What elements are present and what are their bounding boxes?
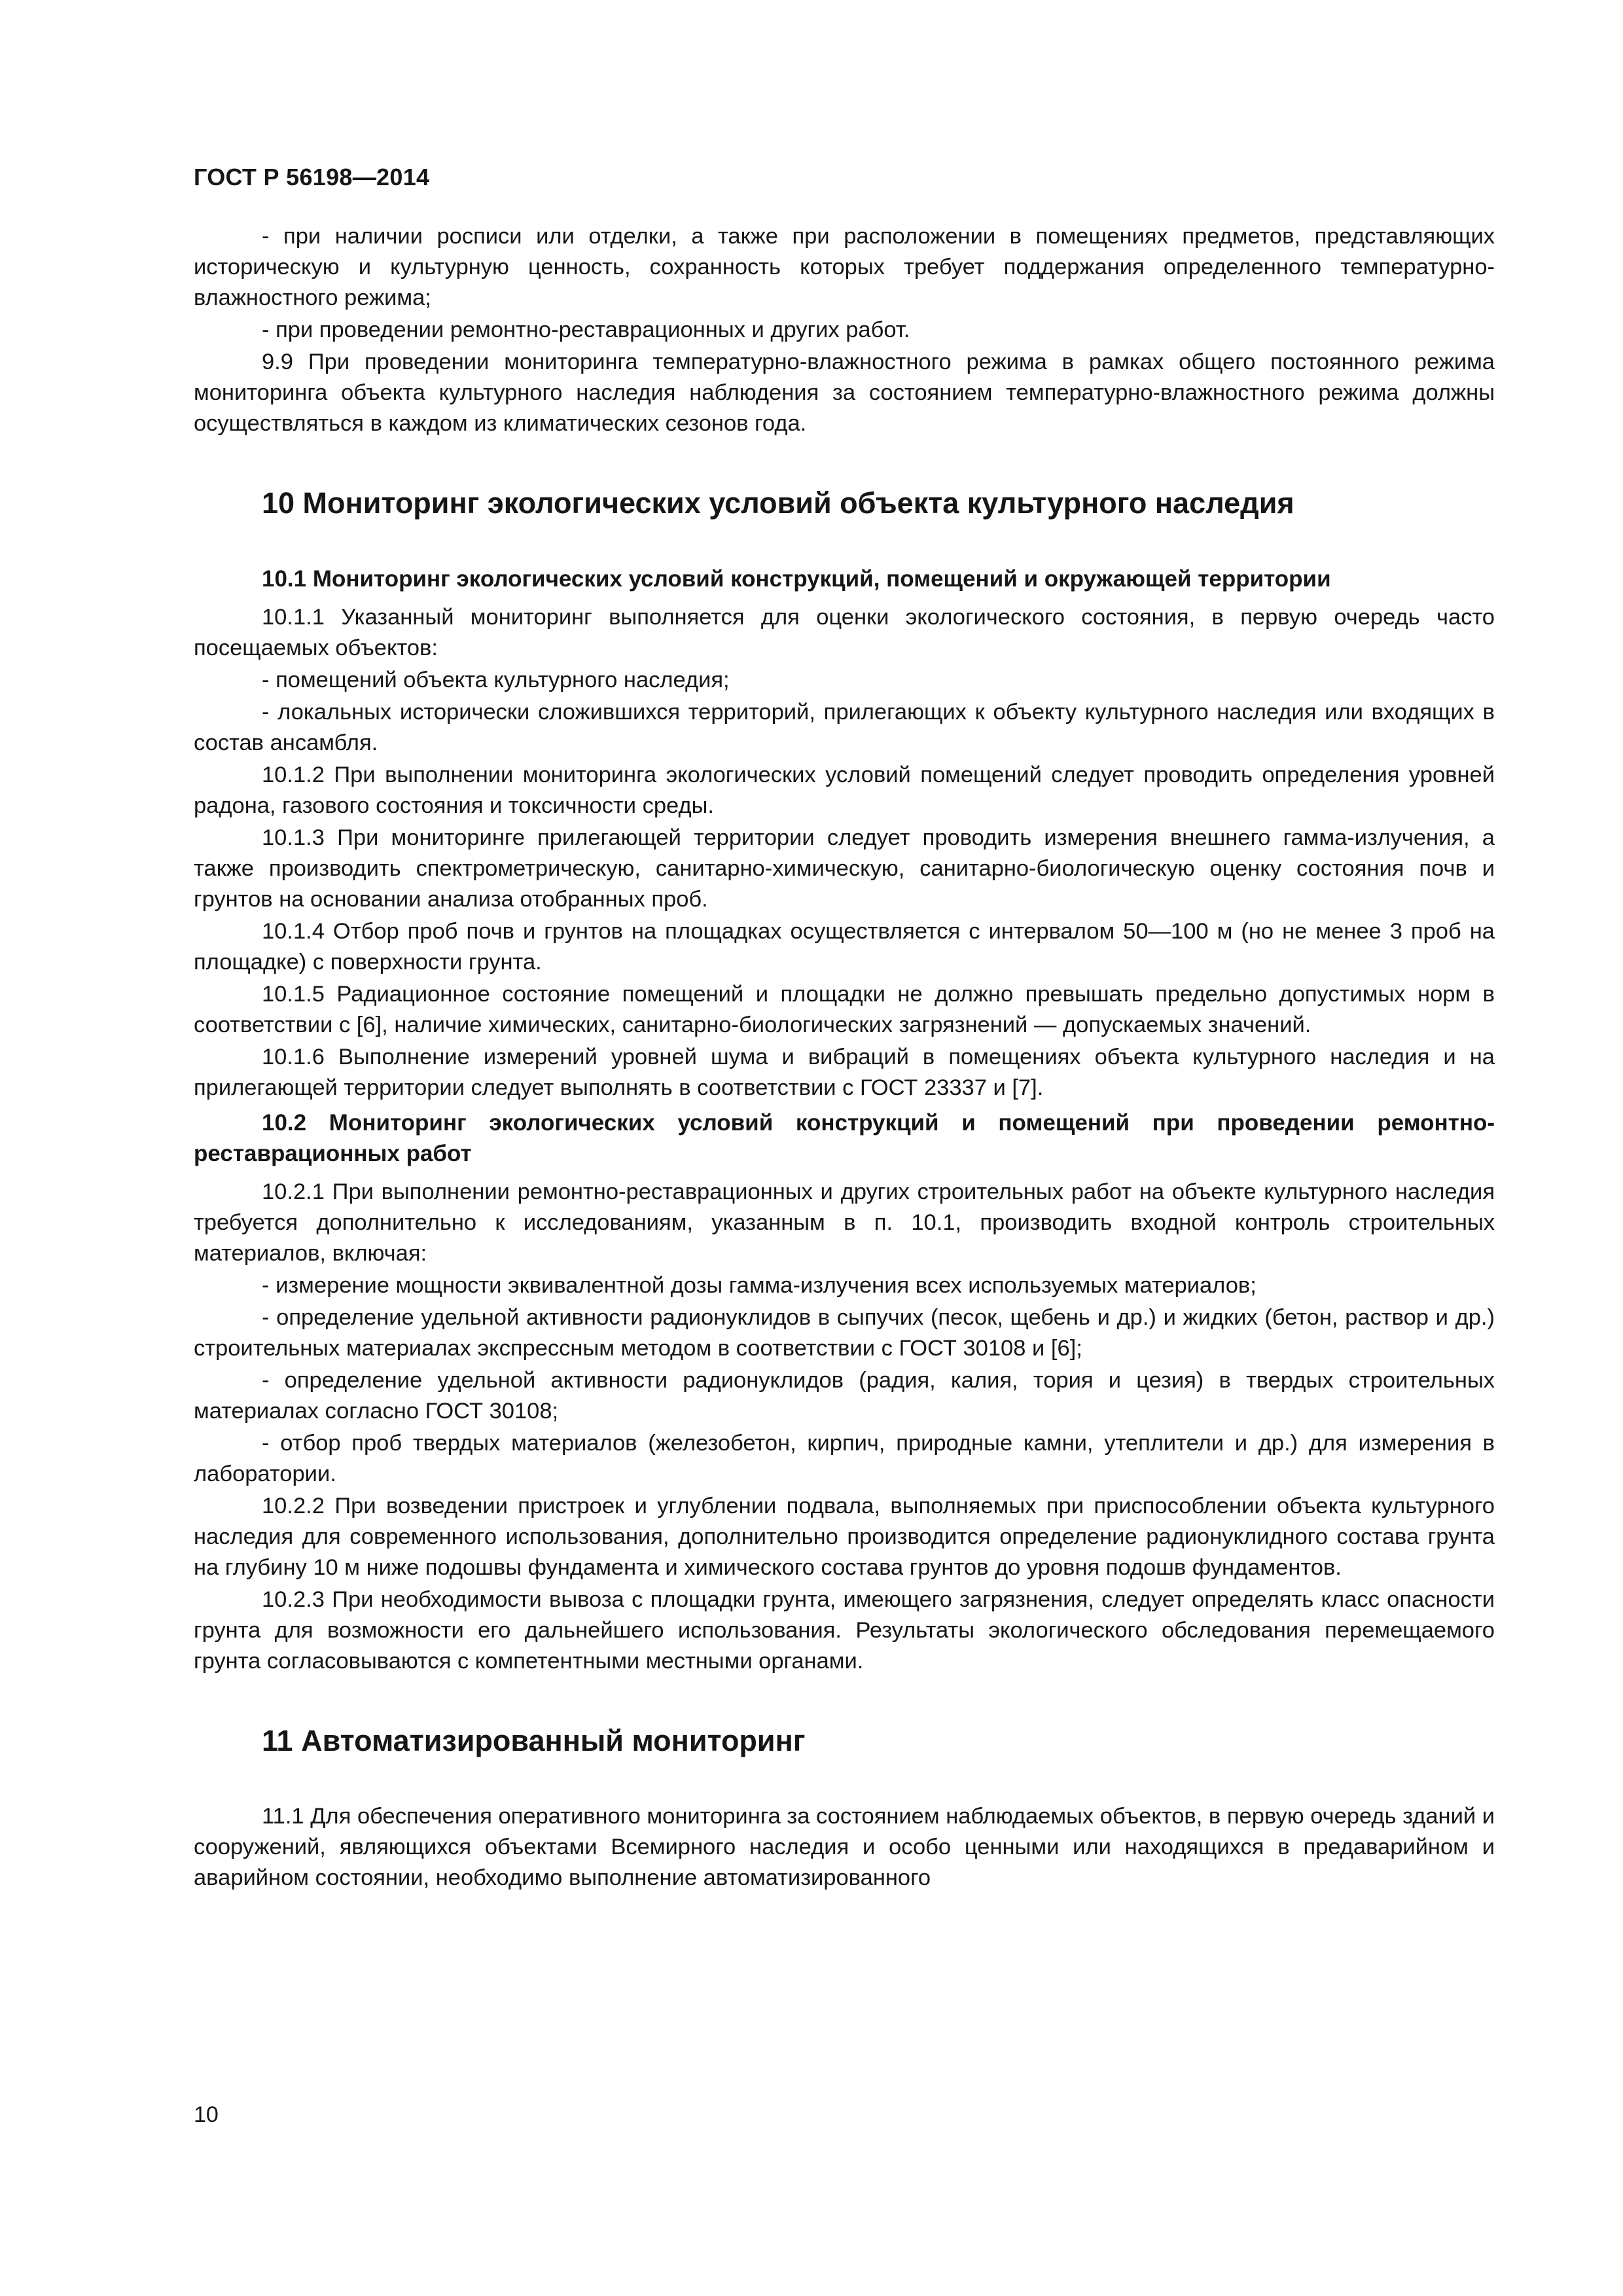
paragraph: 10.1.3 При мониторинге прилегающей территории следует проводить измерения внешнего гамма-излучения, а также производить спектрометрическую, санитарно-химическую, санитарно-биологическую оценку состояния почв и грунтов на основании анализа отобранных проб. (194, 825, 1495, 912)
paragraph: - отбор проб твердых материалов (железобетон, кирпич, природные камни, утеплители и др.) для измерения в лаборатории. (194, 1431, 1495, 1486)
paragraph: - при проведении ремонтно-реставрационных и других работ. (262, 317, 910, 342)
paragraph: 10.2.2 При возведении пристроек и углублении подвала, выполняемых при приспособлении объекта культурного наследия для современного использования, дополнительно производится определение радионуклидного состава грунта на глубину 10 м ниже подошвы фундамента и химического состава грунтов до уровня подошв фундаментов. (194, 1494, 1495, 1580)
paragraph: 10.1.2 При выполнении мониторинга экологических условий помещений следует проводить определения уровней радона, газового состояния и токсичности среды. (194, 762, 1495, 818)
subsection-heading-10-2: 10.2 Мониторинг экологических условий конструкций и помещений при проведении ремонтно-реставрационных работ (194, 1110, 1495, 1166)
paragraph: - определение удельной активности радионуклидов в сыпучих (песок, щебень и др.) и жидких (бетон, раствор и др.) строительных материалах экспрессным методом в соответствии с ГОСТ 30108 и [6]; (194, 1305, 1495, 1361)
paragraph: - при наличии росписи или отделки, а также при расположении в помещениях предметов, представляющих историческую и культурную ценность, сохранность которых требует поддержания определенного температурно-влажностного режима; (194, 224, 1495, 310)
paragraph: - измерение мощности эквивалентной дозы гамма-излучения всех используемых материалов; (262, 1273, 1257, 1298)
paragraph: 10.2.1 При выполнении ремонтно-реставрационных и других строительных работ на объекте культурного наследия требуется дополнительно к исследованиям, указанным в п. 10.1, производить входной контроль строительных материалов, включая: (194, 1179, 1495, 1266)
subsection-heading-10-1: 10.1 Мониторинг экологических условий конструкций, помещений и окружающей территории (262, 566, 1331, 592)
paragraph: 10.1.4 Отбор проб почв и грунтов на площадках осуществляется с интервалом 50—100 м (но не менее 3 проб на площадке) с поверхности грунта. (194, 919, 1495, 975)
paragraph: 10.1.1 Указанный мониторинг выполняется для оценки экологического состояния, в первую очередь часто посещаемых объектов: (194, 605, 1495, 660)
paragraph: 9.9 При проведении мониторинга температурно-влажностного режима в рамках общего постоянного режима мониторинга объекта культурного наследия наблюдения за состоянием температурно-влажностного режима должны осуществляться в каждом из климатических сезонов года. (194, 350, 1495, 436)
paragraph: 10.2.3 При необходимости вывоза с площадки грунта, имеющего загрязнения, следует определять класс опасности грунта для возможности его дальнейшего использования. Результаты экологического обследования перемещаемого грунта согласовываются с компетентными местными органами. (194, 1587, 1495, 1674)
paragraph: - определение удельной активности радионуклидов (радия, калия, тория и цезия) в твердых строительных материалах согласно ГОСТ 30108; (194, 1368, 1495, 1424)
paragraph: 11.1 Для обеспечения оперативного мониторинга за состоянием наблюдаемых объектов, в первую очередь зданий и сооружений, являющихся объектами Всемирного наследия и особо ценными или находящихся в предаварийном и аварийном состоянии, необходимо выполнение автоматизированного (194, 1804, 1495, 1890)
paragraph: - локальных исторически сложившихся территорий, прилегающих к объекту культурного наследия или входящих в состав ансамбля. (194, 700, 1495, 755)
page-number: 10 (194, 2102, 219, 2127)
running-header: ГОСТ Р 56198—2014 (194, 164, 430, 190)
paragraph: 10.1.5 Радиационное состояние помещений и площадки не должно превышать предельно допустимых норм в соответствии с [6], наличие химических, санитарно-биологических загрязнений — допускаемых значений. (194, 982, 1495, 1037)
paragraph: - помещений объекта культурного наследия; (262, 668, 730, 692)
section-heading-11: 11 Автоматизированный мониторинг (262, 1724, 806, 1757)
section-heading-10: 10 Мониторинг экологических условий объекта культурного наследия (262, 486, 1294, 520)
paragraph: 10.1.6 Выполнение измерений уровней шума и вибраций в помещениях объекта культурного наследия и на прилегающей территории следует выполнять в соответствии с ГОСТ 23337 и [7]. (194, 1045, 1495, 1100)
page-content (194, 221, 1495, 1895)
